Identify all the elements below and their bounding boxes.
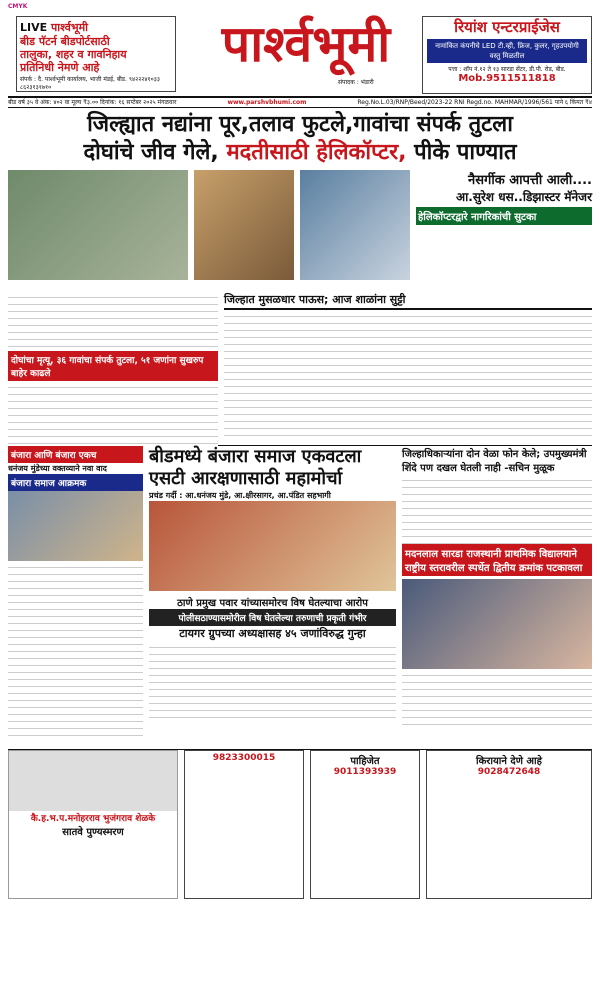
obituary-box: कै.ह.भ.प.मनोहरराव भुजंगराव शेळके सातवे पुण्यस्मरण — [8, 750, 178, 899]
helicopter-photo — [300, 170, 410, 280]
masthead — [8, 4, 592, 96]
editor-line: संपादक : भंडारी — [338, 79, 374, 86]
color-marks: CMYK — [8, 3, 28, 10]
story-title: जिल्हाधिकाऱ्यांना दोन वेळा फोन केले; उपमुख्यमंत्री शिंदे पण दखल घेतली नाही -सचिन मुळूक — [402, 449, 587, 474]
bottom-section — [8, 749, 592, 899]
dateline: बीड वर्ष ३५ वे अंक: ४०२ वा मूल्य ₹३.०० दिनांक: १६ सप्टेंबर २०२५ मंगळवार www.parshvbhumi.com Reg.No.L.03/RNP/Beed/2023-22 RNI Regd.no. MAHMAR/1996/561 पाने ६ किंमत ₹४ — [8, 96, 592, 108]
flood-photo — [8, 170, 188, 280]
main-headline-line2: दोघांचे जीव गेले, मदतीसाठी हेलिकॉप्टर, पीके पाण्यात — [83, 140, 517, 165]
portrait — [9, 751, 177, 811]
lead-photos — [8, 170, 592, 287]
middle-section: बंजारा आणि बंजारा एकच धनंजय मुंडेच्या वक्तव्याने नवा वाद बंजारा समाज आक्रमक बीडमध्ये बंजारा समाज एकवटला एसटी आरक्षणासाठी महामोर्चा प्रचंड गर्दी : आ.धनंजय मुंडे, आ.क्षीरसागर, आ.पंडित सहभागी ठाणे प्रमुख पवार यांच्यासमोरच विष घेतल्याचा आरोप पोलीसठाण्यासमोरील विष घेतलेल्या तरुणाची प्रकृती गंभीर टायगर ग्रुपच्या अध्यक्षासह ४५ जणांविरुद्ध गुन्हा जिल्हाधिकाऱ्यांना दोन वेळा फोन केले; उपमुख्यमंत्री शिंदे पण दखल घेतली नाही -सचिन मुळूक मदनलाल सारडा राजस्थानी प्राथमिक विद्यालयाने राष्ट्रीय स्तरावरील स्पर्धेत द्वितीय क्रमांक पटकावला — [8, 445, 592, 745]
classified-wanted: पाहिजेत 9011393939 — [310, 750, 420, 899]
website-link[interactable]: www.parshvbhumi.com — [227, 99, 307, 106]
school-photo — [402, 579, 592, 669]
lead-stories — [8, 291, 592, 441]
side-headline: नैसर्गीक आपत्ती आली.... आ.सुरेश धस..डिझास्टर मॅनेजर हेलिकॉप्टरद्वारे नागरिकांची सुटका — [418, 173, 592, 223]
newspaper-title: पार्श्वभूमी — [221, 14, 391, 73]
rally-photo — [8, 491, 143, 561]
classified-rent: किरायाने देणे आहे 9028472648 — [426, 750, 592, 899]
ad-right: रियांश एन्टरप्राईजेस नामांकित कंपनीचे LED टी.व्ही, फ्रिज, कुलर, गृहउपयोगी वस्तु मिळतील पत्ता : शॉप नं.१२ ते १३ सारडा सेंटर, डी.पी. रोड, बीड. Mob.9511511818 — [422, 16, 592, 94]
ad-box: 9823300015 — [184, 750, 304, 899]
story-title: दोघांचा मृत्यू, ३६ गावांचा संपर्क तुटला, ५१ जणांना सुखरुप बाहेर काढले — [8, 351, 218, 381]
story-title: बीडमध्ये बंजारा समाज एकवटला — [149, 446, 362, 467]
officials-photo — [194, 170, 294, 280]
march-photo — [149, 501, 396, 591]
story-title: जिल्हात मुसळधार पाऊस; आज शाळांना सुट्टी — [224, 291, 592, 310]
story-title: बंजारा आणि बंजारा एकच — [8, 446, 143, 463]
main-headline-line1: जिल्ह्यात नद्यांना पूर,तलाव फुटले,गावांचा संपर्क तुटला — [87, 112, 513, 137]
ad-left: LIVE पार्श्वभूमी बीड पॅटर्न बीडपोर्टसाठी तालुका, शहर व गावनिहाय प्रतिनिधी नेमणे आहे संपर्क : दै. पार्श्वभूमी कार्यालय, भाजी मंडई, बीड. ९४२२२४१०३३ ८६२३१३१७१० — [16, 16, 176, 92]
